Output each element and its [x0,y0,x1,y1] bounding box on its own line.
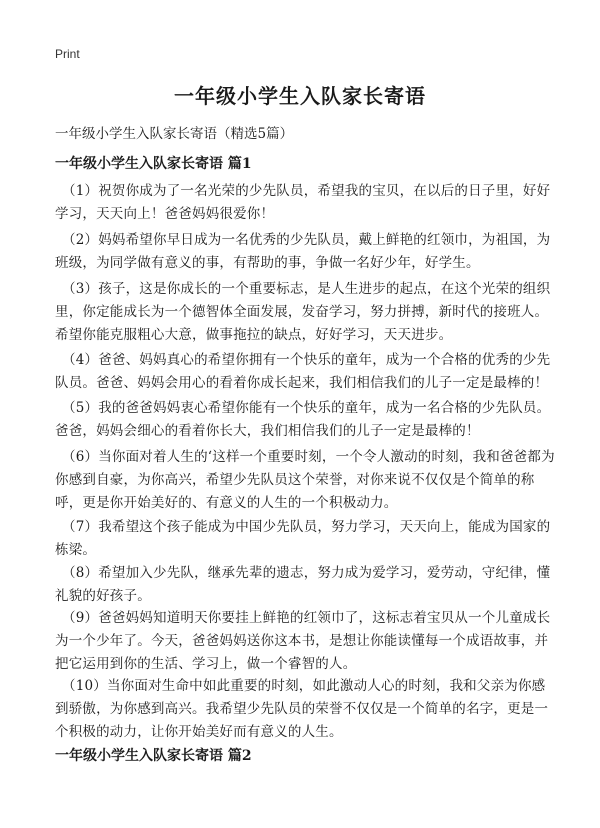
paragraph-6: （6）当你面对着人生的‘这样一个重要时刻，一个令人激动的时刻，我和爸爸都为你感到自豪，为你高兴，希望少先队员这个荣誉，对你来说不仅仅是个简单的称呼，更是你开始美好的、有意义的人生的一个积极动力。 [55,449,555,511]
paragraph-7: （7）我希望这个孩子能成为中国少先队员，努力学习，天天向上，能成为国家的栋梁。 [55,519,551,558]
paragraph-3: （3）孩子，这是你成长的一个重要标志，是人生进步的起点，在这个光荣的组织里，你定能成长为一个德智体全面发展，发奋学习，努力拼搏，新时代的接班人。希望你能克服粗心大意，做事拖拉的缺点，好好学习，天天进步。 [55,281,551,343]
print-label: Print [55,47,80,61]
paragraph-4: （4）爸爸、妈妈真心的希望你拥有一个快乐的童年，成为一个合格的优秀的少先队员。爸爸、妈妈会用心的看着你成长起来，我们相信我们的儿子一定是最棒的！ [55,352,551,391]
paragraph-10: （10）当你面对生命中如此重要的时刻，如此激动人心的时刻，我和父亲为你感到骄傲，为你感到高兴。我希望少先队员的荣誉不仅仅是一个简单的名字，更是一个积极的动力，让你开始美好而有意义的人生。 [55,678,549,740]
document-title: 一年级小学生入队家长寄语 [174,84,426,108]
paragraph-1: （1）祝贺你成为了一名光荣的少先队员，希望我的宝贝，在以后的日子里，好好学习，天天向上！爸爸妈妈很爱你！ [55,183,551,222]
paragraph-8: （8）希望加入少先队，继承先辈的遗志，努力成为爱学习，爱劳动，守纪律，懂礼貌的好孩子。 [55,565,551,604]
paragraph-9: （9）爸爸妈妈知道明天你要挂上鲜艳的红领巾了，这标志着宝贝从一个儿童成长为一个少年了。今天，爸爸妈妈送你这本书，是想让你能读懂每一个成语故事，并把它运用到你的生活、学习上，做一个睿智的人。 [55,610,551,672]
paragraph-5: （5）我的爸爸妈妈衷心希望你能有一个快乐的童年，成为一名合格的少先队员。爸爸，妈妈会细心的看着你长大，我们相信我们的儿子一定是最棒的！ [55,400,551,439]
document-subtitle: 一年级小学生入队家长寄语（精选5篇） [55,126,294,142]
section-heading-2: 一年级小学生入队家长寄语 篇2 [55,748,252,764]
paragraph-2: （2）妈妈希望你早日成为一名优秀的少先队员，戴上鲜艳的红领巾，为祖国，为班级，为同学做有意义的事，有帮助的事，争做一名好少年，好学生。 [55,232,551,271]
section-heading-1: 一年级小学生入队家长寄语 篇1 [55,156,252,172]
